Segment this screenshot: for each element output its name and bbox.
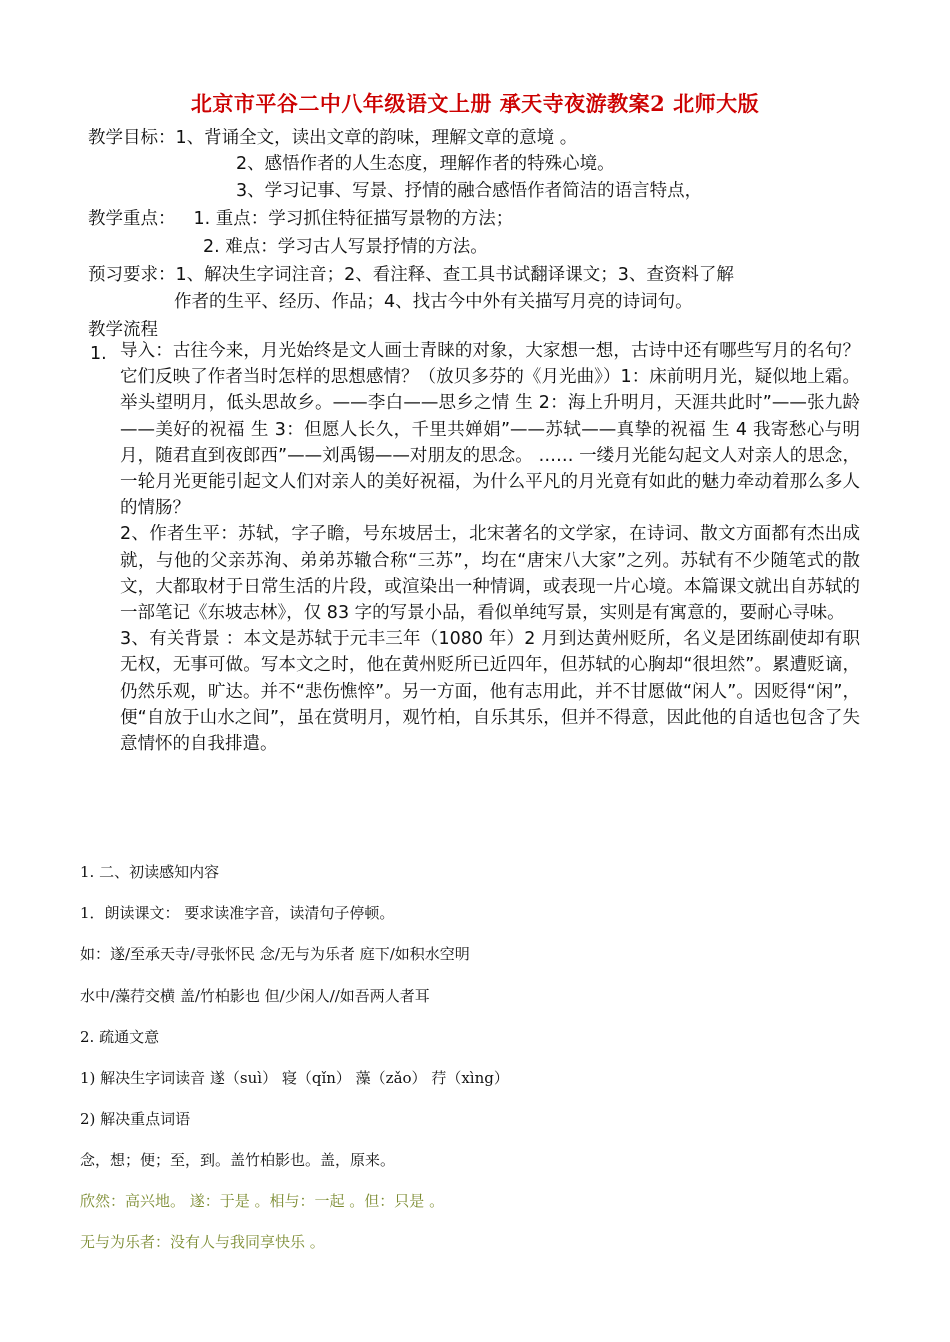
flow-item-1-text: 导入：古往今来，月光始终是文人画士青睐的对象，大家想一想，古诗中还有哪些写月的名句？它们反映了作者当时怎样的思想感情？（放贝多芬的《月光曲》）1：床前明月光，疑似地上霜。举头望明月，低头思故乡。——李白——思乡之情 生 2：海上升明月，天涯共此时”——张九龄——美好的祝福 生 3：但愿人长久，千里共婵娟”——苏轼——真挚的祝福 生 4 我寄愁心与明月，随君直到夜郎西”——刘禹锡——对朋友的思念。 …… 一缕月光能勾起文人对亲人的思念，一轮月光更能引起文人们对亲人的美好祝福，为什么平凡的月光竟有如此的魅力牵动着那么多人的情肠？ [120,341,860,519]
section2-heading: 1. 二、初读感知内容 [80,863,220,881]
preview-line-2: 作者的生平、经历、作品；4、找古今中外有关描写月亮的诗词句。 [174,292,693,312]
document-title: 北京市平谷二中八年级语文上册 承天寺夜游教案2 北师大版 [190,91,760,116]
gloss-line-2: 欣然：高兴地。 遂：于是 。相与：一起 。但：只是 。 [80,1192,445,1210]
goals-row-1 [88,124,577,149]
flow-heading: 教学流程 [88,320,158,340]
pause-example-line-2: 水中/藻荇交横 盖/竹柏影也 但/少闲人//如吾两人者耳 [80,987,430,1005]
keypoint-item: 2. 难点：学习古人写景抒情的方法。 [203,237,488,257]
gloss-line-3: 无与为乐者：没有人与我同享快乐 。 [80,1233,325,1251]
goal-item: 3、学习记事、写景、抒情的融合感悟作者简洁的语言特点， [236,181,703,201]
keywords-heading: 2) 解决重点词语 [80,1110,191,1128]
goal-item: 2、感悟作者的人生态度，理解作者的特殊心境。 [236,154,615,174]
goals-label: 教学目标： [88,128,176,148]
meaning-heading: 2. 疏通文意 [80,1028,160,1046]
flow-item-2: 2、作者生平：苏轼，字子瞻，号东坡居士，北宋著名的文学家，在诗词、散文方面都有杰出成就，与他的父亲苏洵、弟弟苏辙合称“三苏”，均在“唐宋八大家”之列。苏轼有不少随笔式的散文，大都取材于日常生活的片段，或渲染出一种情调，或表现一片心境。本篇课文就出自苏轼的一部笔记《东坡志林》，仅 83 字的写景小品，看似单纯写景，实则是有寓意的，要耐心寻味。 [120,524,860,624]
flow-item-1-number: 1. [90,344,107,364]
read-aloud-instruction: 1．朗读课文： 要求读准字音，读清句子停顿。 [80,904,395,922]
flow-body [120,338,860,757]
keypoint-item: 1. 重点：学习抓住特征描写景物的方法； [193,209,514,229]
keypoints-row-1 [88,205,513,230]
preview-line-1: 1、解决生字词注音；2、看注释、查工具书试翻译课文；3、查资料了解 [175,265,734,285]
gloss-line-1: 念，想；便；至，到。盖竹柏影也。盖，原来。 [80,1151,396,1169]
preview-row-1 [88,261,734,286]
preview-label: 预习要求： [88,265,176,285]
goal-item: 1、背诵全文，读出文章的韵味，理解文章的意境 。 [175,128,578,148]
pronunciation-line: 1) 解决生字词读音 遂（suì） 寝（qǐn） 藻（zǎo） 荇（xìng） [80,1069,509,1087]
keypoints-label: 教学重点： [88,209,176,229]
flow-item-3: 3、有关背景 ：本文是苏轼于元丰三年（1080 年）2 月到达黄州贬所，名义是团练副使却有职无权，无事可做。写本文之时，他在黄州贬所已近四年，但苏轼的心胸却“很坦然”。累遭贬谪，仍然乐观，旷达。并不“悲伤憔悴”。另一方面，他有志用此，并不甘愿做“闲人”。因贬得“闲”，便“自放于山水之间”，虽在赏明月，观竹柏，自乐其乐，但并不得意，因此他的自适也包含了失意情怀的自我排遣。 [120,629,860,755]
pause-example-line-1: 如：遂/至承天寺/寻张怀民 念/无与为乐者 庭下/如积水空明 [80,945,470,963]
